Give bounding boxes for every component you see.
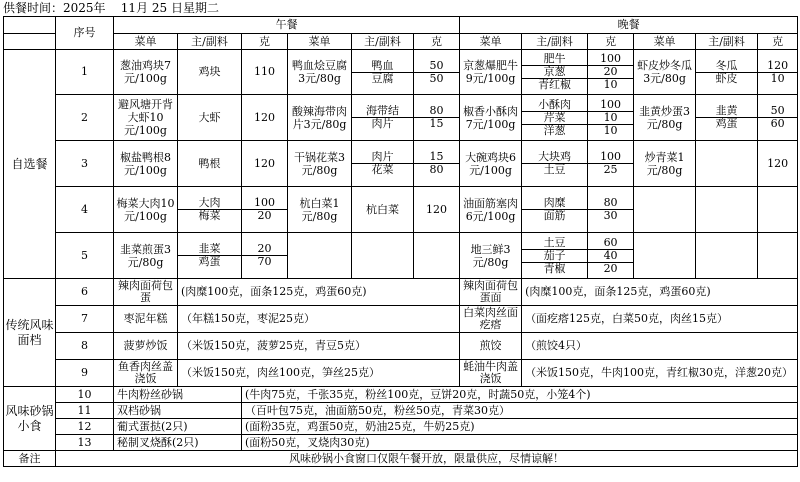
ingredient-cell bbox=[352, 141, 414, 187]
gram-cell bbox=[588, 141, 634, 187]
gram-cell bbox=[414, 187, 460, 233]
gram-cell bbox=[758, 141, 798, 187]
ingredient-name: 杭白菜 bbox=[366, 203, 399, 216]
dish-cell bbox=[634, 187, 696, 233]
ingredient-gram: 60 bbox=[588, 237, 633, 250]
dish-cell: 京葱爆肥牛9元/100g bbox=[460, 50, 522, 95]
gram-cell bbox=[242, 187, 288, 233]
ingredient-name: 大虾 bbox=[198, 111, 221, 124]
gram-cell bbox=[242, 50, 288, 95]
dish-cell: 大碗鸡块6元/100g bbox=[460, 141, 522, 187]
ingredient-gram: 80 bbox=[429, 163, 444, 176]
dish-column-header: 菜单 bbox=[460, 34, 522, 50]
seq-cell: 3 bbox=[56, 141, 114, 187]
lunch-noodle-desc: （年糕150克，枣泥25克） bbox=[178, 306, 460, 333]
ingredient-cell bbox=[352, 187, 414, 233]
ingredient-gram: 50 bbox=[429, 72, 444, 85]
lunch-noodle-desc: （米饭150克，肉丝100克，笋丝25克） bbox=[178, 360, 460, 387]
seq-cell: 10 bbox=[56, 387, 114, 403]
seq-cell: 11 bbox=[56, 403, 114, 419]
ingredient-gram: 10 bbox=[770, 72, 785, 85]
ingredient-cell bbox=[696, 50, 758, 95]
ingredient-gram: 120 bbox=[254, 157, 275, 170]
ingredient-cell bbox=[696, 187, 758, 233]
ingredient-gram: 100 bbox=[588, 99, 633, 112]
ingredient-name: 茄子 bbox=[522, 249, 587, 262]
seq-cell: 4 bbox=[56, 187, 114, 233]
ingredient-name: 芹菜 bbox=[522, 111, 587, 124]
ingredient-name: 京葱 bbox=[522, 66, 587, 79]
ingredient-cell bbox=[178, 233, 242, 279]
ingredient-column-header: 主/副料 bbox=[522, 34, 588, 50]
remark-label: 备注 bbox=[4, 451, 56, 467]
ingredient-name: 韭黄 bbox=[696, 105, 757, 118]
gram-cell bbox=[758, 95, 798, 141]
ingredient-cell bbox=[352, 95, 414, 141]
gram-column-header: 克 bbox=[588, 34, 634, 50]
ingredient-cell bbox=[696, 95, 758, 141]
ingredient-gram: 120 bbox=[767, 157, 789, 170]
ingredient-gram: 40 bbox=[588, 249, 633, 262]
dish-cell bbox=[288, 233, 352, 279]
ingredient-gram: 20 bbox=[588, 66, 633, 79]
ingredient-name: 韭菜 bbox=[178, 243, 241, 256]
claypot-desc: (面粉35克，鸡蛋50克，奶油25克，牛奶25克) bbox=[242, 419, 798, 435]
dish-cell bbox=[634, 233, 696, 279]
seq-cell: 6 bbox=[56, 279, 114, 306]
ingredient-name: 肉片 bbox=[352, 151, 413, 164]
ingredient-gram: 10 bbox=[588, 111, 633, 124]
ingredient-gram: 20 bbox=[242, 243, 287, 256]
dish-cell: 椒香小酥肉7元/100g bbox=[460, 95, 522, 141]
seq-cell: 1 bbox=[56, 50, 114, 95]
table-cell bbox=[4, 34, 56, 50]
lunch-noodle-dish: 鱼香肉丝盖浇饭 bbox=[114, 360, 178, 387]
ingredient-name: 豆腐 bbox=[371, 72, 394, 85]
ingredient-gram: 10 bbox=[603, 78, 618, 91]
dish-cell: 油面筋塞肉6元/100g bbox=[460, 187, 522, 233]
ingredient-gram: 80 bbox=[588, 197, 633, 210]
ingredient-name: 面筋 bbox=[543, 209, 566, 222]
ingredient-name: 土豆 bbox=[543, 163, 566, 176]
ingredient-gram: 120 bbox=[426, 203, 448, 216]
dinner-noodle-desc: （煎饺4只） bbox=[522, 333, 798, 360]
gram-cell bbox=[242, 233, 288, 279]
gram-cell bbox=[414, 95, 460, 141]
ingredient-gram: 120 bbox=[758, 60, 797, 73]
ingredient-name: 鸡块 bbox=[198, 66, 221, 78]
ingredient-gram: 60 bbox=[770, 117, 785, 130]
ingredient-name: 肉糜 bbox=[522, 197, 587, 210]
ingredient-name: 梅菜 bbox=[198, 209, 221, 222]
gram-cell bbox=[414, 50, 460, 95]
lunch-header: 午餐 bbox=[114, 17, 460, 34]
ingredient-gram: 100 bbox=[588, 151, 633, 164]
ingredient-name: 海带结 bbox=[352, 105, 413, 118]
ingredient-gram: 15 bbox=[429, 117, 444, 130]
remark-text: 风味砂锅小食窗口仅限午餐开放，限量供应，尽情谅解！ bbox=[56, 451, 798, 467]
ingredient-cell bbox=[522, 95, 588, 141]
seq-cell: 2 bbox=[56, 95, 114, 141]
dish-cell: 韭菜煎蛋3元/80g bbox=[114, 233, 178, 279]
lunch-noodle-desc: (肉糜100克，面条125克，鸡蛋60克) bbox=[178, 279, 460, 306]
seq-cell: 7 bbox=[56, 306, 114, 333]
dish-cell: 干锅花菜3元/80g bbox=[288, 141, 352, 187]
ingredient-name: 鸭根 bbox=[198, 157, 221, 170]
gram-column-header: 克 bbox=[758, 34, 798, 50]
claypot-desc: (牛肉75克，千张35克，粉丝100克，豆饼20克，时蔬50克，小笼4个) bbox=[242, 387, 798, 403]
dish-cell: 酸辣海带肉片3元/80g bbox=[288, 95, 352, 141]
ingredient-name: 大肉 bbox=[178, 197, 241, 210]
gram-cell bbox=[588, 50, 634, 95]
seq-cell: 13 bbox=[56, 435, 114, 451]
gram-cell bbox=[414, 233, 460, 279]
dish-cell: 地三鲜3元/80g bbox=[460, 233, 522, 279]
gram-cell bbox=[242, 141, 288, 187]
ingredient-name: 小酥肉 bbox=[522, 99, 587, 112]
ingredient-cell bbox=[522, 141, 588, 187]
dish-cell: 葱油鸡块7元/100g bbox=[114, 50, 178, 95]
gram-cell bbox=[758, 50, 798, 95]
lunch-noodle-dish: 辣肉面荷包蛋 bbox=[114, 279, 178, 306]
ingredient-name: 虾皮 bbox=[715, 72, 738, 85]
dish-cell: 避风塘开背大虾10元/100g bbox=[114, 95, 178, 141]
seq-header: 序号 bbox=[56, 17, 114, 50]
ingredient-name: 肉片 bbox=[371, 117, 394, 130]
ingredient-name: 肥牛 bbox=[522, 53, 587, 66]
dinner-noodle-desc: (肉糜100克，面条125克，鸡蛋60克) bbox=[522, 279, 798, 306]
ingredient-name: 花菜 bbox=[371, 163, 394, 176]
ingredient-name: 鸡蛋 bbox=[198, 255, 221, 268]
ingredient-name: 鸭血 bbox=[352, 60, 413, 73]
ingredient-gram: 70 bbox=[257, 255, 272, 268]
ingredient-cell bbox=[696, 233, 758, 279]
ingredient-cell bbox=[352, 233, 414, 279]
ingredient-cell bbox=[522, 50, 588, 95]
ingredient-cell bbox=[178, 95, 242, 141]
ingredient-cell bbox=[696, 141, 758, 187]
dinner-noodle-dish: 白菜肉丝面疙瘩 bbox=[460, 306, 522, 333]
ingredient-name: 大块鸡 bbox=[522, 151, 587, 164]
seq-cell: 12 bbox=[56, 419, 114, 435]
dish-column-header: 菜单 bbox=[114, 34, 178, 50]
ingredient-gram: 50 bbox=[414, 60, 459, 73]
gram-cell bbox=[758, 187, 798, 233]
section-claypot: 风味砂锅小食 bbox=[4, 387, 56, 451]
seq-cell: 8 bbox=[56, 333, 114, 360]
dinner-noodle-dish: 蚝油牛肉盖浇饭 bbox=[460, 360, 522, 387]
dish-cell: 炒青菜1元/80g bbox=[634, 141, 696, 187]
ingredient-gram: 100 bbox=[588, 53, 633, 66]
dinner-noodle-desc: （面疙瘩125克，白菜50克，肉丝15克） bbox=[522, 306, 798, 333]
ingredient-gram: 20 bbox=[603, 262, 618, 275]
ingredient-gram: 30 bbox=[603, 209, 618, 222]
ingredient-gram: 20 bbox=[257, 209, 272, 222]
ingredient-name: 洋葱 bbox=[543, 124, 566, 137]
dish-cell: 梅菜大肉10元/100g bbox=[114, 187, 178, 233]
ingredient-column-header: 主/副料 bbox=[352, 34, 414, 50]
gram-cell bbox=[414, 141, 460, 187]
gram-cell bbox=[242, 95, 288, 141]
dish-cell: 韭黄炒蛋3元/80g bbox=[634, 95, 696, 141]
dinner-noodle-dish: 辣肉面荷包蛋面 bbox=[460, 279, 522, 306]
ingredient-cell bbox=[522, 187, 588, 233]
section-self-select: 自选餐 bbox=[4, 50, 56, 279]
lunch-noodle-desc: （米饭150克，菠萝25克，青豆5克） bbox=[178, 333, 460, 360]
ingredient-name: 青椒 bbox=[543, 262, 566, 275]
lunch-noodle-dish: 枣泥年糕 bbox=[114, 306, 178, 333]
ingredient-gram: 50 bbox=[758, 105, 797, 118]
seq-cell: 9 bbox=[56, 360, 114, 387]
lunch-noodle-dish: 菠萝炒饭 bbox=[114, 333, 178, 360]
ingredient-column-header: 主/副料 bbox=[696, 34, 758, 50]
ingredient-gram: 15 bbox=[414, 151, 459, 164]
gram-cell bbox=[588, 187, 634, 233]
gram-column-header: 克 bbox=[242, 34, 288, 50]
ingredient-gram: 100 bbox=[242, 197, 287, 210]
seq-cell: 5 bbox=[56, 233, 114, 279]
dinner-noodle-desc: （米饭150克，牛肉100克，青红椒30克，洋葱20克） bbox=[522, 360, 798, 387]
ingredient-name: 青红椒 bbox=[538, 78, 572, 91]
dish-cell: 鸭血烩豆腐3元/80g bbox=[288, 50, 352, 95]
dish-cell: 虾皮炒冬瓜3元/80g bbox=[634, 50, 696, 95]
gram-cell bbox=[758, 233, 798, 279]
dinner-noodle-dish: 煎饺 bbox=[460, 333, 522, 360]
ingredient-cell bbox=[522, 233, 588, 279]
ingredient-cell bbox=[178, 187, 242, 233]
section-traditional: 传统风味面档 bbox=[4, 279, 56, 387]
dish-column-header: 菜单 bbox=[634, 34, 696, 50]
gram-column-header: 克 bbox=[414, 34, 460, 50]
ingredient-cell bbox=[178, 141, 242, 187]
ingredient-name: 冬瓜 bbox=[696, 60, 757, 73]
ingredient-gram: 25 bbox=[603, 163, 618, 176]
ingredient-gram: 10 bbox=[603, 124, 618, 137]
serving-date: 供餐时间：2025年 11月 25 日星期二 bbox=[3, 1, 219, 15]
gram-cell bbox=[588, 233, 634, 279]
table-cell bbox=[4, 17, 56, 34]
dinner-header: 晚餐 bbox=[460, 17, 798, 34]
claypot-desc: (面粉50克，叉烧肉30克) bbox=[242, 435, 798, 451]
ingredient-gram: 120 bbox=[254, 111, 275, 124]
ingredient-cell bbox=[178, 50, 242, 95]
ingredient-name: 鸡蛋 bbox=[715, 117, 738, 130]
ingredient-gram: 110 bbox=[254, 66, 275, 78]
gram-cell bbox=[588, 95, 634, 141]
claypot-dish: 牛肉粉丝砂锅 bbox=[114, 387, 242, 403]
ingredient-cell bbox=[352, 50, 414, 95]
claypot-dish: 秘制叉烧酥(2只) bbox=[114, 435, 242, 451]
dish-cell: 椒盐鸭根8元/100g bbox=[114, 141, 178, 187]
claypot-dish: 葡式蛋挞(2只) bbox=[114, 419, 242, 435]
ingredient-name: 土豆 bbox=[522, 237, 587, 250]
ingredient-column-header: 主/副料 bbox=[178, 34, 242, 50]
dish-cell: 杭白菜1元/80g bbox=[288, 187, 352, 233]
claypot-dish: 双档砂锅 bbox=[114, 403, 242, 419]
ingredient-gram: 80 bbox=[414, 105, 459, 118]
claypot-desc: （百叶包75克，油面筋50克，粉丝50克，青菜30克） bbox=[242, 403, 798, 419]
dish-column-header: 菜单 bbox=[288, 34, 352, 50]
menu-table bbox=[3, 16, 798, 467]
